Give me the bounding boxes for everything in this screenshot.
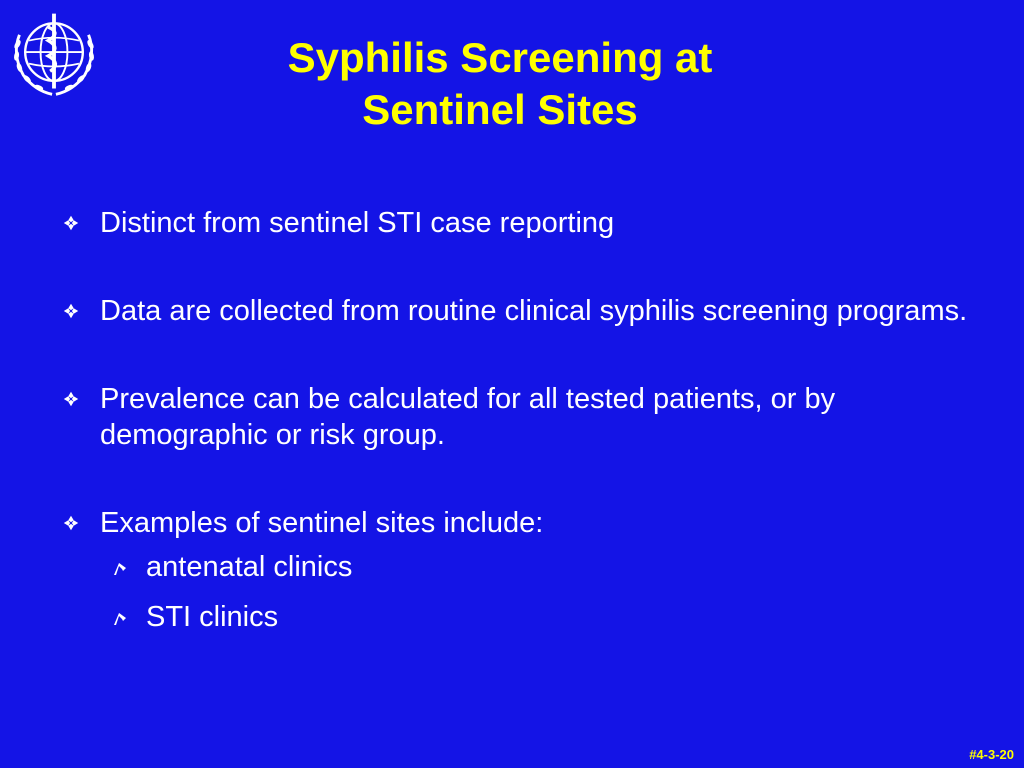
sub-bullet-list (100, 549, 992, 635)
sub-bullet-text: STI clinics (146, 601, 279, 633)
sub-bullet-item (112, 549, 992, 585)
title-line-1: Syphilis Screening at (287, 34, 713, 81)
who-emblem-icon (6, 6, 102, 102)
bullet-item (62, 505, 992, 635)
bullet-text: Data are collected from routine clinical syphilis screening programs. (100, 295, 968, 327)
bullet-item (62, 381, 992, 453)
diamond-bullet-icon (62, 390, 80, 408)
slide-number: #4-3-20 (969, 747, 1014, 762)
bullet-text: Prevalence can be calculated for all tested patients, or by demographic or risk group. (100, 383, 836, 451)
slide-title (150, 32, 850, 136)
flag-bullet-icon (112, 609, 128, 627)
diamond-bullet-icon (62, 214, 80, 232)
sub-bullet-text: antenatal clinics (146, 551, 353, 583)
bullet-item (62, 205, 992, 241)
title-line-2: Sentinel Sites (362, 86, 638, 133)
bullet-list (62, 205, 992, 649)
sub-bullet-item (112, 599, 992, 635)
bullet-text: Distinct from sentinel STI case reporting (100, 207, 615, 239)
flag-bullet-icon (112, 559, 128, 577)
diamond-bullet-icon (62, 302, 80, 320)
bullet-text: Examples of sentinel sites include: (100, 507, 544, 539)
diamond-bullet-icon (62, 514, 80, 532)
bullet-item (62, 293, 992, 329)
